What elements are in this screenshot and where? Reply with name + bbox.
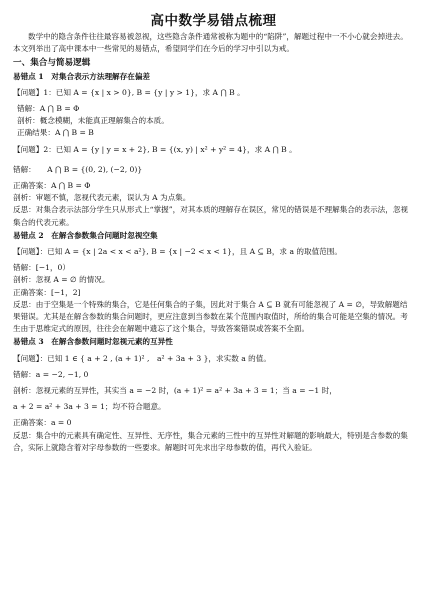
reflection-3: 反思：由于空集是一个特殊的集合，它是任何集合的子集，因此对于集合 A ⊆ B 就有可能忽视了 A = ∅，导致解题结果错误。尤其是在解含参数的集合问题时，更应注意到当参数在某个范围内取值时，所给的集合可能是空集的情况。考生由于思维定式的原因，往往会在解题中遗忘了这个集合，导致答案错误或答案不全面。	[13, 299, 408, 334]
correct-answer-3: 正确答案：[−1，2]	[13, 287, 81, 297]
analysis-4-line1: 剖析：忽视元素的互异性，其实当 a = −2 时，(a + 1)² = a² + 3a + 3 = 1；当 a = −1 时，	[13, 386, 337, 396]
document-title: 高中数学易错点梳理	[150, 13, 277, 29]
problem-3: 【问题】：已知 A = {x | 2a < x < a²}, B = {x | −2 < x < 1}，且 A ⊆ B，求 a 的取值范围。	[13, 247, 342, 257]
section-heading: 一、集合与简易逻辑	[13, 58, 91, 69]
wrong-solution-2: 错解： A ⋂ B = {(0, 2), (−2, 0)}	[13, 164, 143, 174]
problem-2: 【问题】2：已知 A = {y | y = x + 2}, B = {(x, y) | x² + y² = 4}，求 A ⋂ B 。	[13, 144, 297, 154]
analysis-3: 剖析：忽视 A = ∅ 的情况。	[13, 275, 110, 285]
error-point-heading-2: 易错点 2 在解含参数集合问题时忽视空集	[13, 230, 158, 240]
reflection-2: 反思：对集合表示法部分学生只从形式上“掌握”，对其本质的理解存在误区，常见的错误是不理解集合的表示法，忽视集合的代表元素。	[13, 205, 409, 227]
wrong-solution-1: 错解：A ⋂ B = Φ	[17, 104, 80, 114]
correct-answer-4: 正确答案：a = 0	[13, 418, 72, 428]
reflection-4: 反思：集合中的元素具有确定性、互异性、无序性，集合元素的三性中的互异性对解题的影响最大，特别是含参数的集合，实际上就隐含着对字母参数的一些要求。解题时可先求出字母参数的值，再代入验证。	[13, 430, 408, 452]
problem-4: 【问题】：已知 1 ∈ { a + 2 , (a + 1)² , a² + 3a + 3 }，求实数 a 的值。	[13, 353, 271, 363]
problem-1: 【问题】1：已知 A = {x | x > 0}, B = {y | y > 1}，求 A ⋂ B 。	[13, 87, 245, 97]
correct-result-1: 正确结果：A ⋂ B = B	[17, 128, 94, 138]
error-point-heading-3: 易错点 3 在解含参数问题时忽视元素的互异性	[13, 337, 173, 347]
intro-paragraph: 数学中的隐含条件往往最容易被忽视，这些隐含条件通常被称为题中的“陷阱”，解题过程中一不小心就会掉进去。本文列举出了高中课本中一些常见的易错点，希望同学们在今后的学习中引以为戒。	[13, 32, 408, 54]
error-point-heading-1: 易错点 1 对集合表示方法理解存在偏差	[13, 71, 151, 81]
wrong-solution-3: 错解：[−1，0）	[13, 263, 70, 273]
analysis-2: 剖析：审题不慎，忽视代表元素，误认为 A 为点集。	[13, 193, 191, 203]
wrong-solution-4: 错解：a = −2, −1, 0	[13, 369, 89, 379]
correct-answer-2: 正确答案：A ⋂ B = Φ	[13, 181, 91, 191]
analysis-4-line2: a + 2 = a² + 3a + 3 = 1；均不符合题意。	[13, 402, 166, 412]
analysis-1: 剖析：概念模糊，未能真正理解集合的本质。	[17, 116, 169, 126]
